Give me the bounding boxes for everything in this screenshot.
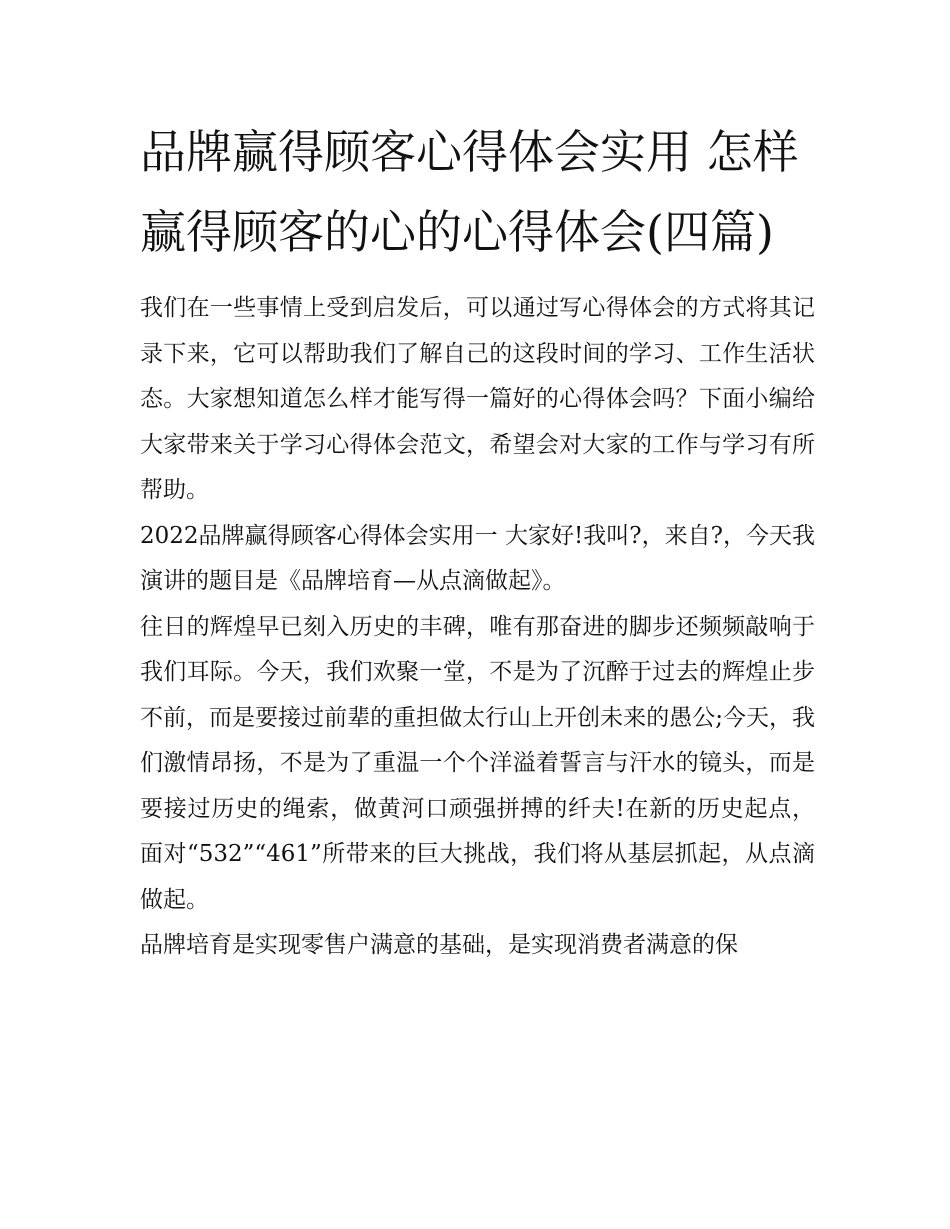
document-title: 品牌赢得顾客心得体会实用 怎样赢得顾客的心的心得体会(四篇) [140, 125, 799, 259]
document-page [140, 112, 815, 969]
paragraph-intro: 我们在一些事情上受到启发后，可以通过写心得体会的方式将其记录下来，它可以帮助我们了解自己的这段时间的学习、工作生活状态。大家想知道怎么样才能写得一篇好的心得体会吗？下面小编给大家带来关于学习心得体会范文，希望会对大家的工作与学习有所帮助。 [140, 295, 815, 503]
document-body [140, 286, 815, 969]
paragraph-greeting: 2022品牌赢得顾客心得体会实用一 大家好!我叫?，来自?，今天我演讲的题目是《品牌培育—从点滴做起》。 [140, 522, 815, 594]
paragraph-brand-cultivation: 品牌培育是实现零售户满意的基础，是实现消费者满意的保 [140, 932, 738, 958]
paragraph-history: 往日的辉煌早已刻入历史的丰碑，唯有那奋进的脚步还频频敲响于我们耳际。今天，我们欢聚一堂，不是为了沉醉于过去的辉煌止步不前，而是要接过前辈的重担做太行山上开创未来的愚公;今天，我们激情昂扬，不是为了重温一个个洋溢着誓言与汗水的镜头，而是要接过历史的绳索，做黄河口顽强拼搏的纤夫!在新的历史起点，面对“532”“461”所带来的巨大挑战，我们将从基层抓起，从点滴做起。 [140, 613, 815, 913]
